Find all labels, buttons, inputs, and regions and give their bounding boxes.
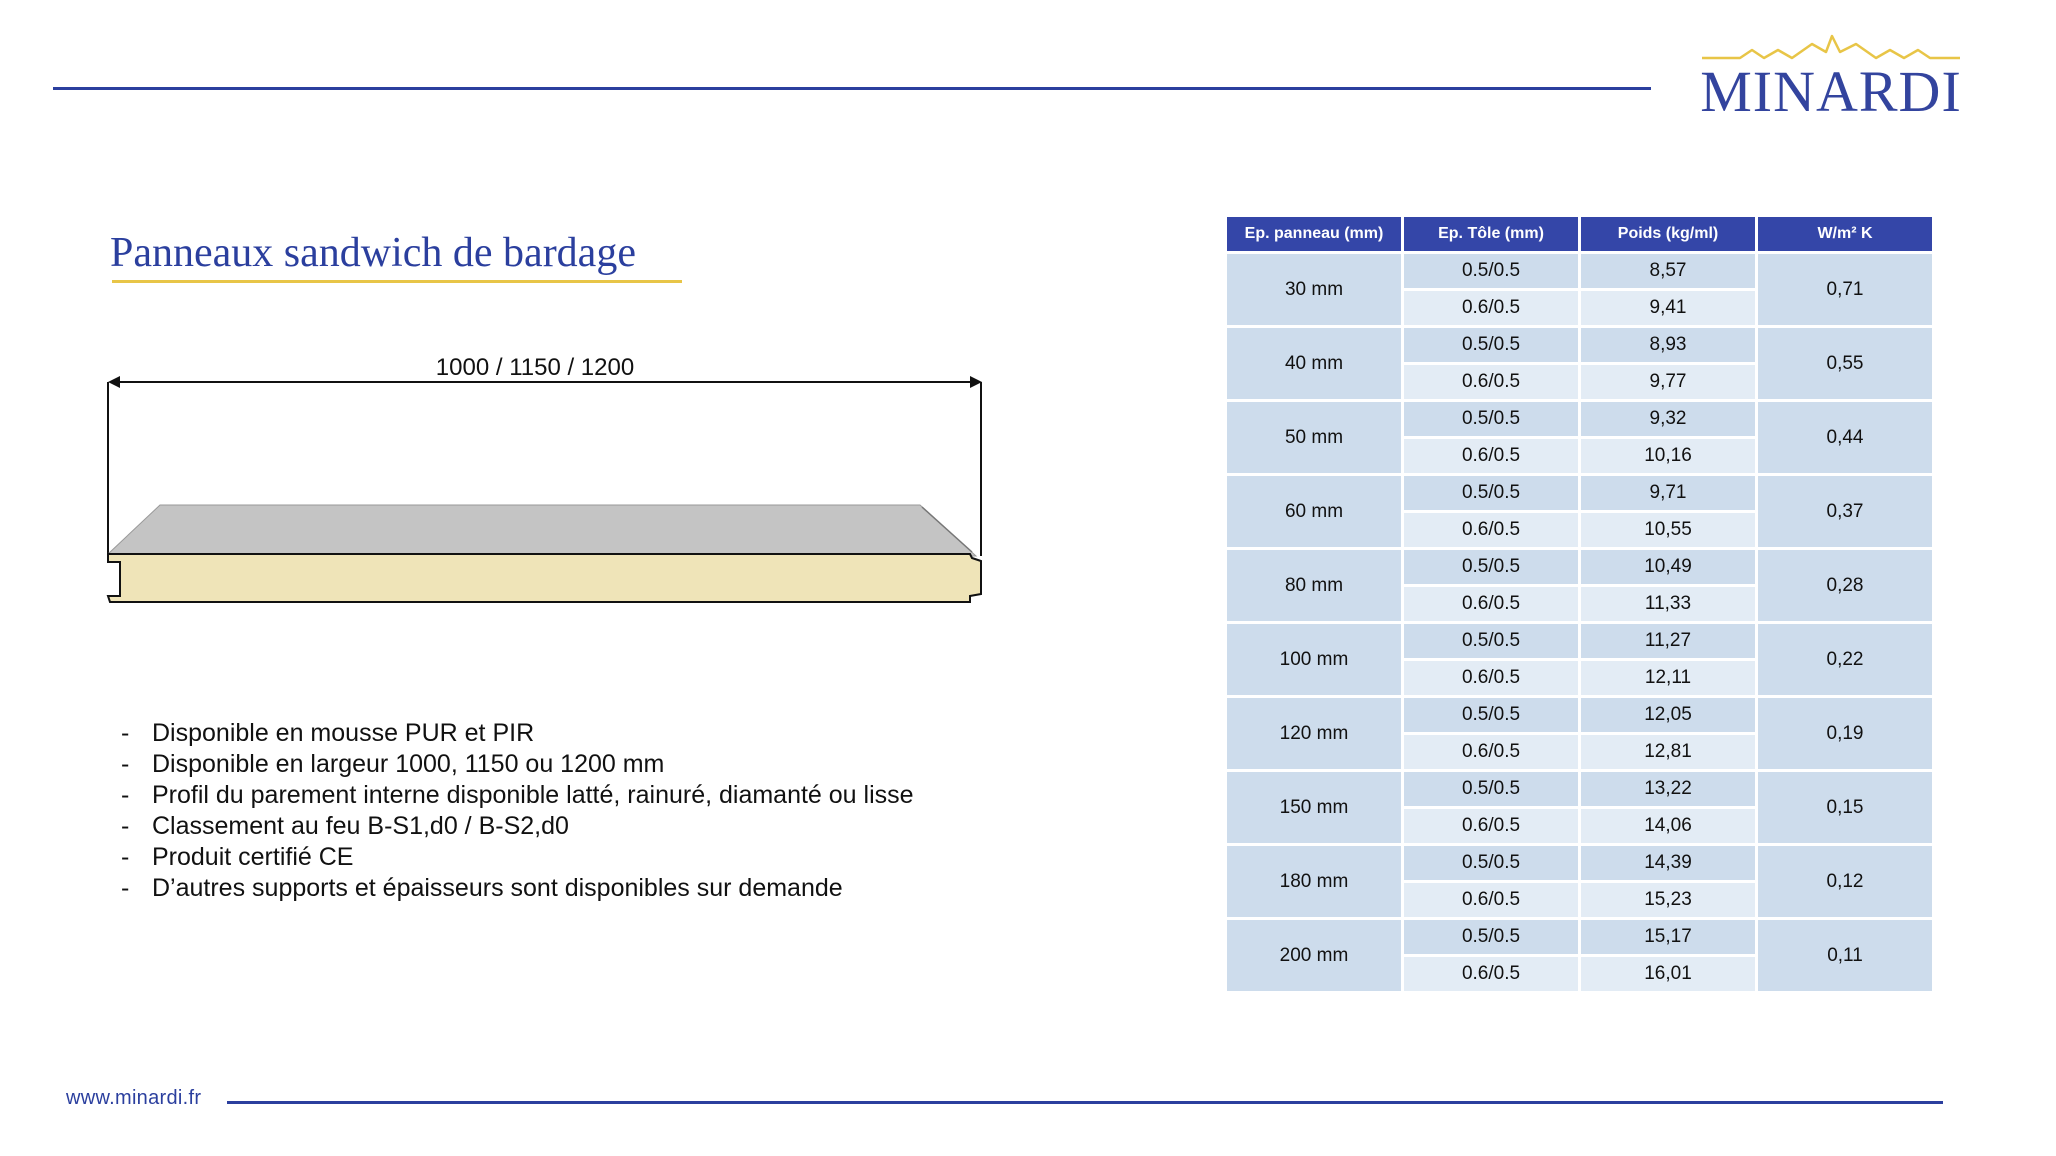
cell-sheet-thickness: 0.5/0.5	[1404, 772, 1578, 806]
cell-sheet-thickness: 0.6/0.5	[1404, 661, 1578, 695]
cell-sheet-thickness: 0.5/0.5	[1404, 698, 1578, 732]
col-header-panel: Ep. panneau (mm)	[1227, 217, 1401, 251]
cell-weight: 15,17	[1581, 920, 1755, 954]
cell-weight: 12,81	[1581, 735, 1755, 769]
cell-weight: 14,06	[1581, 809, 1755, 843]
cell-panel-thickness: 180 mm	[1227, 846, 1401, 917]
cell-weight: 9,32	[1581, 402, 1755, 436]
cell-panel-thickness: 150 mm	[1227, 772, 1401, 843]
cell-panel-thickness: 30 mm	[1227, 254, 1401, 325]
feature-item: - Produit certifié CE	[121, 843, 354, 871]
cell-sheet-thickness: 0.5/0.5	[1404, 920, 1578, 954]
cell-u-value: 0,55	[1758, 328, 1932, 399]
cell-u-value: 0,28	[1758, 550, 1932, 621]
cell-u-value: 0,22	[1758, 624, 1932, 695]
cell-u-value: 0,15	[1758, 772, 1932, 843]
feature-list	[120, 718, 1120, 904]
cell-weight: 12,11	[1581, 661, 1755, 695]
cell-u-value: 0,44	[1758, 402, 1932, 473]
cell-weight: 11,27	[1581, 624, 1755, 658]
cell-sheet-thickness: 0.6/0.5	[1404, 883, 1578, 917]
cell-u-value: 0,71	[1758, 254, 1932, 325]
cell-sheet-thickness: 0.6/0.5	[1404, 513, 1578, 547]
table-row	[1227, 254, 1932, 288]
cell-panel-thickness: 120 mm	[1227, 698, 1401, 769]
cell-sheet-thickness: 0.5/0.5	[1404, 624, 1578, 658]
panel-width-label: 1000 / 1150 / 1200	[435, 354, 635, 381]
cell-sheet-thickness: 0.5/0.5	[1404, 402, 1578, 436]
cell-weight: 9,41	[1581, 291, 1755, 325]
panel-foam-core	[108, 554, 981, 602]
cell-sheet-thickness: 0.5/0.5	[1404, 846, 1578, 880]
cell-weight: 8,57	[1581, 254, 1755, 288]
table-row	[1227, 698, 1932, 732]
col-header-tole: Ep. Tôle (mm)	[1404, 217, 1578, 251]
logo-wordmark: MINARDI	[1700, 59, 1962, 124]
cell-weight: 14,39	[1581, 846, 1755, 880]
col-header-poids: Poids (kg/ml)	[1581, 217, 1755, 251]
cell-u-value: 0,11	[1758, 920, 1932, 991]
spec-table	[1224, 214, 1935, 994]
cell-panel-thickness: 50 mm	[1227, 402, 1401, 473]
cell-sheet-thickness: 0.5/0.5	[1404, 550, 1578, 584]
cell-weight: 9,71	[1581, 476, 1755, 510]
table-row	[1227, 476, 1932, 510]
cell-weight: 10,16	[1581, 439, 1755, 473]
arrow-head-left-icon	[108, 376, 120, 388]
cell-panel-thickness: 100 mm	[1227, 624, 1401, 695]
cell-weight: 11,33	[1581, 587, 1755, 621]
cell-weight: 10,55	[1581, 513, 1755, 547]
feature-item: - Profil du parement interne disponible latté, rainuré, diamanté ou lisse	[121, 781, 914, 809]
page-title: Panneaux sandwich de bardage	[110, 230, 636, 276]
table-row	[1227, 402, 1932, 436]
table-row	[1227, 328, 1932, 362]
cell-panel-thickness: 80 mm	[1227, 550, 1401, 621]
cell-panel-thickness: 40 mm	[1227, 328, 1401, 399]
table-body	[1227, 254, 1932, 991]
table-row	[1227, 846, 1932, 880]
cell-sheet-thickness: 0.6/0.5	[1404, 809, 1578, 843]
cell-sheet-thickness: 0.6/0.5	[1404, 957, 1578, 991]
feature-item: - Disponible en largeur 1000, 1150 ou 1200 mm	[121, 750, 665, 778]
cell-sheet-thickness: 0.6/0.5	[1404, 439, 1578, 473]
feature-item: - Classement au feu B-S1,d0 / B-S2,d0	[121, 812, 569, 840]
cell-weight: 13,22	[1581, 772, 1755, 806]
col-header-w: W/m² K	[1758, 217, 1932, 251]
cell-panel-thickness: 200 mm	[1227, 920, 1401, 991]
feature-item: - Disponible en mousse PUR et PIR	[121, 719, 535, 747]
panel-profile-diagram	[100, 370, 1000, 610]
minardi-logo	[1700, 30, 1962, 122]
cell-u-value: 0,37	[1758, 476, 1932, 547]
feature-item: - D’autres supports et épaisseurs sont disponibles sur demande	[121, 874, 843, 902]
cell-weight: 12,05	[1581, 698, 1755, 732]
cell-sheet-thickness: 0.6/0.5	[1404, 735, 1578, 769]
cell-sheet-thickness: 0.6/0.5	[1404, 587, 1578, 621]
panel-steel-top	[108, 505, 976, 556]
table-header-row	[1227, 217, 1932, 251]
footer-url[interactable]: www.minardi.fr	[66, 1087, 202, 1109]
cell-panel-thickness: 60 mm	[1227, 476, 1401, 547]
title-underline	[112, 280, 682, 283]
table-row	[1227, 920, 1932, 954]
cell-sheet-thickness: 0.5/0.5	[1404, 328, 1578, 362]
cell-sheet-thickness: 0.6/0.5	[1404, 365, 1578, 399]
table-row	[1227, 772, 1932, 806]
header-rule	[53, 87, 1651, 90]
table-row	[1227, 624, 1932, 658]
cell-u-value: 0,12	[1758, 846, 1932, 917]
cell-weight: 15,23	[1581, 883, 1755, 917]
cell-weight: 8,93	[1581, 328, 1755, 362]
cell-sheet-thickness: 0.5/0.5	[1404, 476, 1578, 510]
cell-weight: 10,49	[1581, 550, 1755, 584]
cell-u-value: 0,19	[1758, 698, 1932, 769]
table-row	[1227, 550, 1932, 584]
cell-weight: 9,77	[1581, 365, 1755, 399]
cell-sheet-thickness: 0.5/0.5	[1404, 254, 1578, 288]
cell-weight: 16,01	[1581, 957, 1755, 991]
cell-sheet-thickness: 0.6/0.5	[1404, 291, 1578, 325]
footer-rule	[227, 1101, 1943, 1104]
